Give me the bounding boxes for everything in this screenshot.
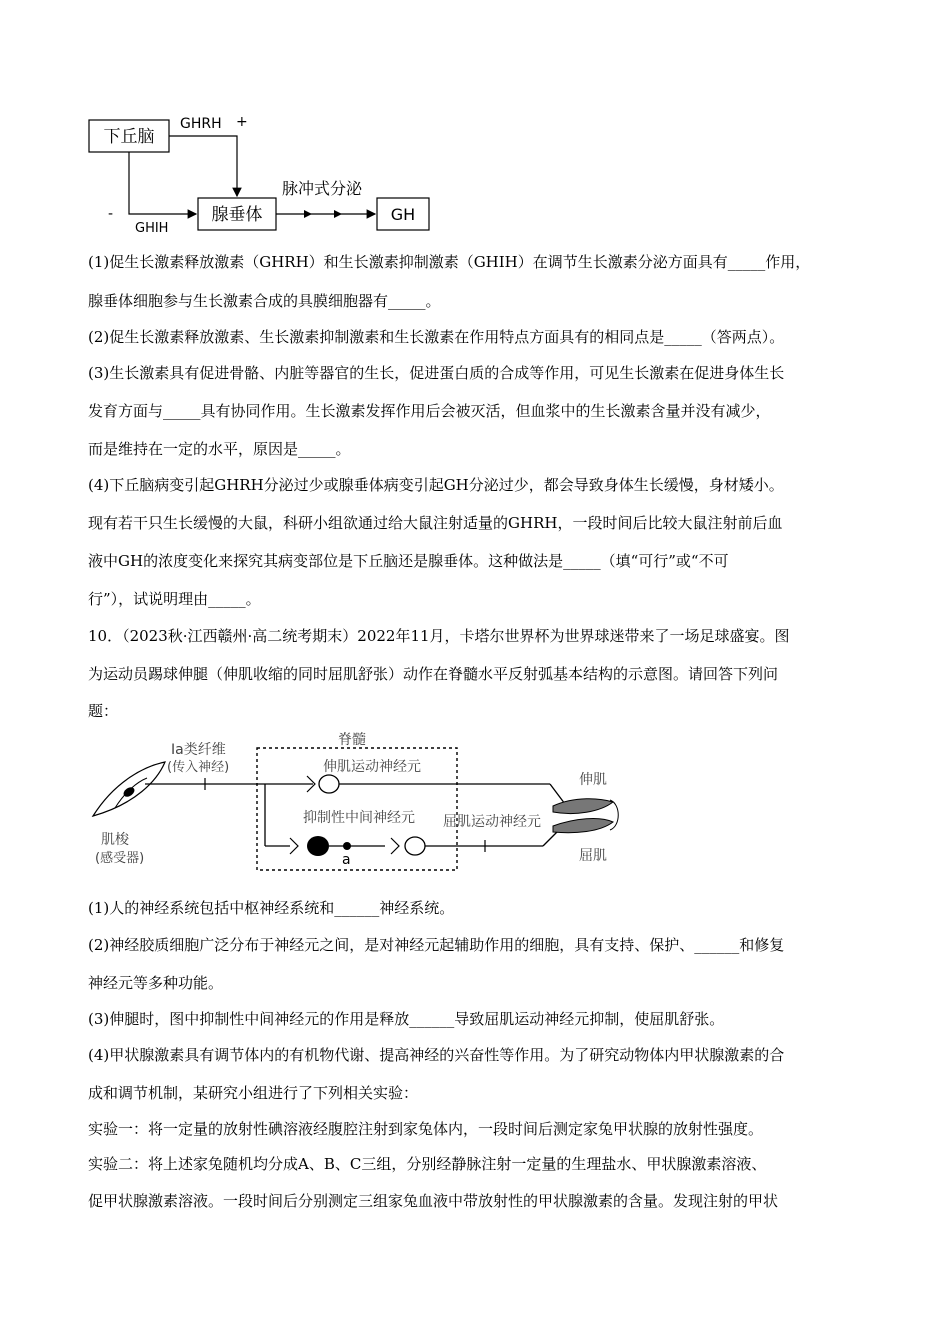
- ghrh-label: GHRH: [180, 116, 222, 132]
- ghih-arrow: [129, 152, 196, 214]
- gh-label: GH: [390, 205, 416, 224]
- fiber-sub-label: (传入神经): [167, 760, 230, 775]
- flexor-neuron-body: [405, 837, 425, 855]
- q9-p1-line1: (1)促生长激素释放激素（GHRH）和生长激素抑制激素（GHIH）在调节生长激素分泌方面具有_____作用，: [88, 253, 811, 271]
- q10-intro-line2: 为运动员踢球伸腿（伸肌收缩的同时屈肌舒张）动作在脊髓水平反射弧基本结构的示意图。请回答下列问: [88, 665, 779, 683]
- q9-p4-line3: 液中GH的浓度变化来探究其病变部位是下丘脑还是腺垂体。这种做法是_____（填“可行”或“不可: [88, 552, 729, 570]
- q9-p3-line3: 而是维持在一定的水平，原因是_____。: [88, 440, 351, 458]
- q10-p4-line2: 成和调节机制，某研究小组进行了下列相关实验：: [88, 1084, 419, 1102]
- spinal-cord-label: 脊髓: [338, 732, 366, 748]
- flexor-neuron-label: 屈肌运动神经元: [443, 814, 541, 830]
- pulse-label: 脉冲式分泌: [282, 179, 363, 198]
- q10-exp2-line1: 实验二：将上述家兔随机均分成A、B、C三组，分别经静脉注射一定量的生理盐水、甲状腺激素溶液、: [88, 1155, 767, 1173]
- q10-intro-line1: 10．（2023秋·江西赣州·高二统考期末）2022年11月，卡塔尔世界杯为世界球迷带来了一场足球盛宴。图: [88, 627, 790, 645]
- q9-p3-line2: 发育方面与_____具有协同作用。生长激素发挥作用后会被灭活，但血浆中的生长激素含量并没有减少，: [88, 402, 771, 420]
- receptor-label: (感受器): [95, 851, 145, 866]
- extensor-neuron-body: [319, 775, 339, 793]
- q9-p3-line1: (3)生长激素具有促进骨骼、内脏等器官的生长，促进蛋白质的合成等作用，可见生长激素在促进身体生长: [88, 364, 785, 382]
- q9-p1-line2: 腺垂体细胞参与生长激素合成的具膜细胞器有_____。: [88, 292, 441, 310]
- q10-p2-line1: (2)神经胶质细胞广泛分布于神经元之间，是对神经元起辅助作用的细胞，具有支持、保护、______和修复: [88, 936, 785, 954]
- q9-p4-line2: 现有若干只生长缓慢的大鼠，科研小组欲通过给大鼠注射适量的GHRH，一段时间后比较大鼠注射前后血: [88, 514, 783, 532]
- pulse-mark-2: [334, 210, 342, 218]
- point-a-label: a: [342, 852, 351, 868]
- q10-p2-line2: 神经元等多种功能。: [88, 974, 224, 992]
- pulse-mark-1: [304, 210, 312, 218]
- q10-p1: (1)人的神经系统包括中枢神经系统和______神经系统。: [88, 899, 455, 917]
- extensor-neuron-label: 伸肌运动神经元: [323, 759, 421, 775]
- q9-p4-line1: (4)下丘脑病变引起GHRH分泌过少或腺垂体病变引起GH分泌过少，都会导致身体生长缓慢，身材矮小。: [88, 476, 784, 494]
- ghih-label: GHIH: [135, 221, 169, 236]
- minus-sign: -: [108, 206, 114, 222]
- flexor-muscle-icon: [553, 819, 613, 833]
- extensor-label: 伸肌: [579, 772, 607, 788]
- q10-p3: (3)伸腿时，图中抑制性中间神经元的作用是释放______导致屈肌运动神经元抑制，使屈肌舒张。: [88, 1010, 725, 1028]
- pituitary-label: 腺垂体: [211, 205, 263, 225]
- q10-p4-line1: (4)甲状腺激素具有调节体内的有机物代谢、提高神经的兴奋性等作用。为了研究动物体内甲状腺激素的合: [88, 1046, 785, 1064]
- reflex-arc-diagram: [85, 726, 625, 876]
- q10-exp1: 实验一：将一定量的放射性碘溶液经腹腔注射到家兔体内，一段时间后测定家兔甲状腺的放射性强度。: [88, 1120, 764, 1138]
- spindle-label: 肌梭: [101, 832, 129, 848]
- fiber-label: Ia类纤维: [171, 742, 226, 758]
- q10-intro-line3: 题：: [88, 702, 119, 720]
- flexor-label: 屈肌: [579, 848, 607, 864]
- inhibitory-label: 抑制性中间神经元: [303, 810, 415, 826]
- gh-regulation-diagram: [80, 108, 460, 238]
- ghrh-arrow: [169, 136, 237, 196]
- plus-sign: +: [236, 114, 248, 130]
- q10-exp2-line2: 促甲状腺激素溶液。一段时间后分别测定三组家兔血液中带放射性的甲状腺激素的含量。发现注射的甲状: [88, 1192, 779, 1210]
- q9-p2-line1: (2)促生长激素释放激素、生长激素抑制激素和生长激素在作用特点方面具有的相同点是_____（答两点）。: [88, 328, 785, 346]
- hypothalamus-label: 下丘脑: [103, 127, 155, 147]
- q9-p4-line4: 行”），试说明理由_____。: [88, 590, 261, 608]
- inhibitory-neuron-body: [307, 836, 329, 856]
